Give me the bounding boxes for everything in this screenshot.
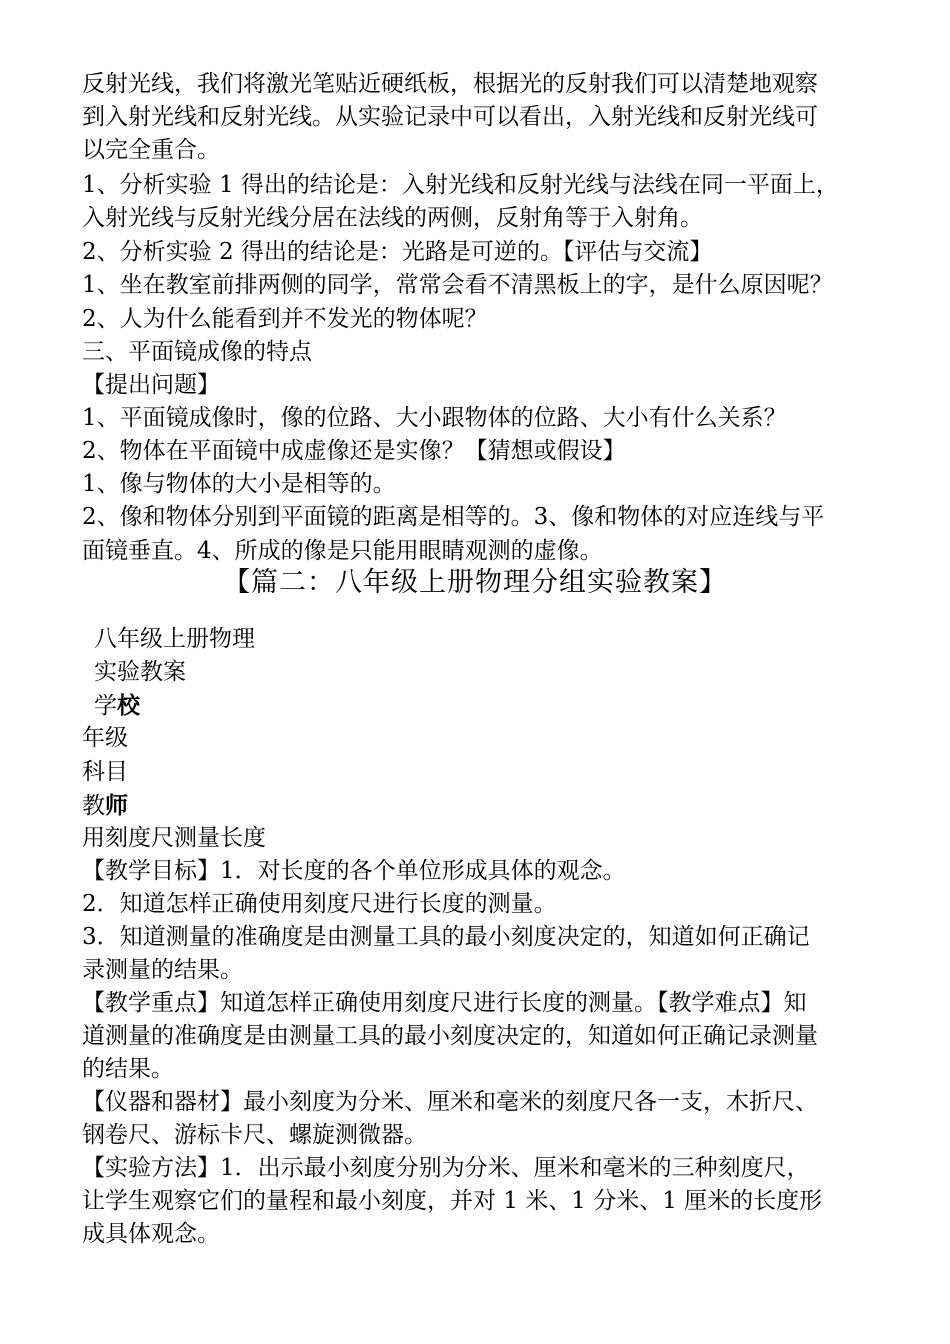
text-line: 3．知道测量的准确度是由测量工具的最小刻度决定的，知道如何正确记 (82, 924, 810, 950)
text-line: 2．知道怎样正确使用刻度尺进行长度的测量。 (82, 891, 557, 917)
text-line: 1、分析实验 1 得出的结论是：入射光线和反射光线与法线在同一平面上， (82, 172, 839, 198)
text-line: 钢卷尺、游标卡尺、螺旋测微器。 (82, 1122, 427, 1148)
cover-school-label (94, 689, 914, 723)
cover-teacher-char-bold: 师 (105, 792, 128, 819)
cover-school-char-bold: 校 (117, 692, 140, 719)
text-line: 入射光线与反射光线分居在法线的两侧，反射角等于入射角。 (82, 205, 703, 231)
text-line: 1、像与物体的大小是相等的。 (82, 471, 396, 497)
text-line: 【教学目标】1．对长度的各个单位形成具体的观念。 (82, 858, 626, 884)
text-line: 2、像和物体分别到平面镜的距离是相等的。3、像和物体的对应连线与平 (82, 504, 825, 530)
text-line: 到入射光线和反射光线。从实验记录中可以看出，入射光线和反射光线可 (82, 104, 818, 130)
text-line: 2、人为什么能看到并不发光的物体呢？ (82, 306, 488, 332)
text-line: 成具体观念。 (82, 1221, 220, 1247)
text-line: 以完全重合。 (82, 137, 220, 163)
cover-school-char: 学 (94, 693, 117, 719)
cover-course-label: 科目 (82, 759, 128, 785)
text-line: 【教学重点】知道怎样正确使用刻度尺进行长度的测量。【教学难点】知 (82, 990, 807, 1016)
text-line: 的结果。 (82, 1056, 174, 1082)
text-line: 【实验方法】1．出示最小刻度分别为分米、厘米和毫米的三种刻度尺， (82, 1155, 810, 1181)
text-line: 【仪器和器材】最小刻度为分米、厘米和毫米的刻度尺各一支，木折尺、 (82, 1089, 818, 1115)
text-line: 让学生观察它们的量程和最小刻度，并对 1 米、1 分米、1 厘米的长度形 (82, 1188, 823, 1214)
text-line: 1、坐在教室前排两侧的同学，常常会看不清黑板上的字，是什么原因呢？ (82, 272, 833, 298)
cover-teacher-label (82, 789, 902, 823)
section-heading: 【篇二：八年级上册物理分组实验教案】 (223, 567, 727, 598)
text-line: 2、分析实验 2 得出的结论是：光路是可逆的。【评估与交流】 (82, 239, 713, 265)
cover-subject: 八年级上册物理 (94, 626, 255, 652)
section-title: 三、平面镜成像的特点 (82, 339, 312, 365)
text-line: 面镜垂直。4、所成的像是只能用眼睛观测的虚像。 (82, 538, 603, 564)
text-line: 道测量的准确度是由测量工具的最小刻度决定的，知道如何正确记录测量 (82, 1023, 818, 1049)
text-line: 反射光线，我们将激光笔贴近硬纸板，根据光的反射我们可以清楚地观察 (82, 71, 818, 97)
cover-teacher-char: 教 (82, 793, 105, 819)
cover-doc-type: 实验教案 (94, 659, 186, 685)
text-line: 【提出问题】 (82, 372, 220, 398)
text-line: 1、平面镜成像时，像的位路、大小跟物体的位路、大小有什么关系？ (82, 405, 787, 431)
text-line: 2、物体在平面镜中成虚像还是实像？【猜想或假设】 (82, 438, 626, 464)
lesson-title: 用刻度尺测量长度 (82, 825, 266, 851)
text-line: 录测量的结果。 (82, 957, 243, 983)
cover-grade-label: 年级 (82, 725, 128, 751)
